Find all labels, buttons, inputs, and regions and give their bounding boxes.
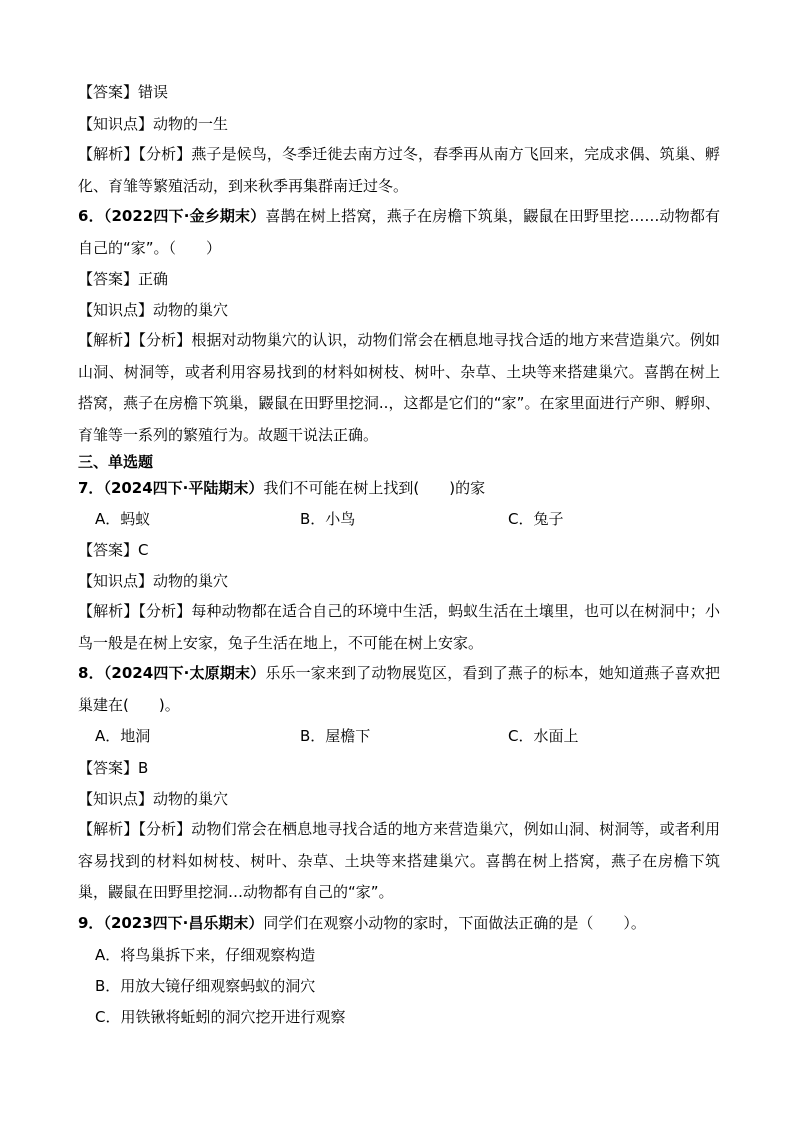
q8-text: 乐乐一家来到了动物展览区，看到了燕子的标本，她知道燕子喜欢把巢建在( )。 — [78, 664, 720, 714]
q5-answer: 【答案】错误 — [78, 83, 169, 101]
q6-question — [78, 201, 720, 264]
q6-knowledge: 【知识点】动物的巢穴 — [78, 301, 229, 319]
q9-text: 同学们在观察小动物的家时，下面做法正确的是（ ）。 — [263, 914, 646, 932]
q8-knowledge: 【知识点】动物的巢穴 — [78, 790, 229, 808]
q8-question — [78, 658, 720, 721]
q7-source: （2024四下·平陆期末） — [103, 479, 264, 497]
q7-option-a: A．蚂蚁 — [95, 510, 151, 528]
q9-question — [78, 913, 646, 933]
q7-knowledge: 【知识点】动物的巢穴 — [78, 572, 229, 590]
q8-option-b: B．屋檐下 — [300, 727, 371, 745]
q8-option-a: A．地洞 — [95, 727, 151, 745]
q9-number: 9． — [78, 914, 104, 932]
q7-number: 7． — [78, 479, 104, 497]
q8-number: 8． — [78, 664, 104, 682]
section-heading: 三、单选题 — [78, 453, 154, 471]
q7-option-c: C．兔子 — [508, 510, 564, 528]
q7-option-b: B．小鸟 — [300, 510, 356, 528]
q7-analysis: 【解析】【分析】每种动物都在适合自己的环境中生活，蚂蚁生活在土壤里，也可以在树洞中；小鸟一般是在树上安家，兔子生活在地上，不可能在树上安家。 — [78, 602, 720, 652]
q6-answer: 【答案】正确 — [78, 270, 169, 288]
q7-answer: 【答案】C — [78, 541, 149, 559]
q6-number: 6． — [78, 207, 104, 225]
q8-source: （2024四下·太原期末） — [103, 664, 266, 682]
q9-source: （2023四下·昌乐期末） — [103, 914, 264, 932]
q5-knowledge: 【知识点】动物的一生 — [78, 115, 229, 133]
q8-analysis: 【解析】【分析】动物们常会在栖息地寻找合适的地方来营造巢穴，例如山洞、树洞等，或者利用容易找到的材料如树枝、树叶、杂草、土块等来搭建巢穴。喜鹊在树上搭窝，燕子在房檐下筑巢，鼹鼠在田野里挖洞…动物都有自己的“家”。 — [78, 820, 720, 901]
q6-text: 喜鹊在树上搭窝，燕子在房檐下筑巢，鼹鼠在田野里挖……动物都有自己的“家”。（ ） — [78, 207, 721, 257]
q9-option-c: C．用铁锹将蚯蚓的洞穴挖开进行观察 — [95, 1008, 346, 1026]
q6-source: （2022四下·金乡期末） — [103, 207, 266, 225]
q9-option-a: A．将鸟巢拆下来，仔细观察构造 — [95, 946, 316, 964]
q5-analysis: 【解析】【分析】燕子是候鸟，冬季迁徙去南方过冬，春季再从南方飞回来，完成求偶、筑巢、孵化、育雏等繁殖活动，到来秋季再集群南迁过冬。 — [78, 145, 720, 195]
q8-option-c: C．水面上 — [508, 727, 579, 745]
q9-option-b: B．用放大镜仔细观察蚂蚁的洞穴 — [95, 977, 316, 995]
q7-text: 我们不可能在树上找到( )的家 — [263, 479, 486, 497]
q8-answer: 【答案】B — [78, 759, 149, 777]
q7-question — [78, 478, 485, 498]
q6-analysis: 【解析】【分析】根据对动物巢穴的认识，动物们常会在栖息地寻找合适的地方来营造巢穴。例如山洞、树洞等，或者利用容易找到的材料如树枝、树叶、杂草、土块等来搭建巢穴。喜鹊在树上搭窝，燕子在房檐下筑巢，鼹鼠在田野里挖洞..，这都是它们的“家”。在家里面进行产卵、孵卵、育雏等一系列的繁殖行为。故题干说法正确。 — [78, 331, 720, 444]
